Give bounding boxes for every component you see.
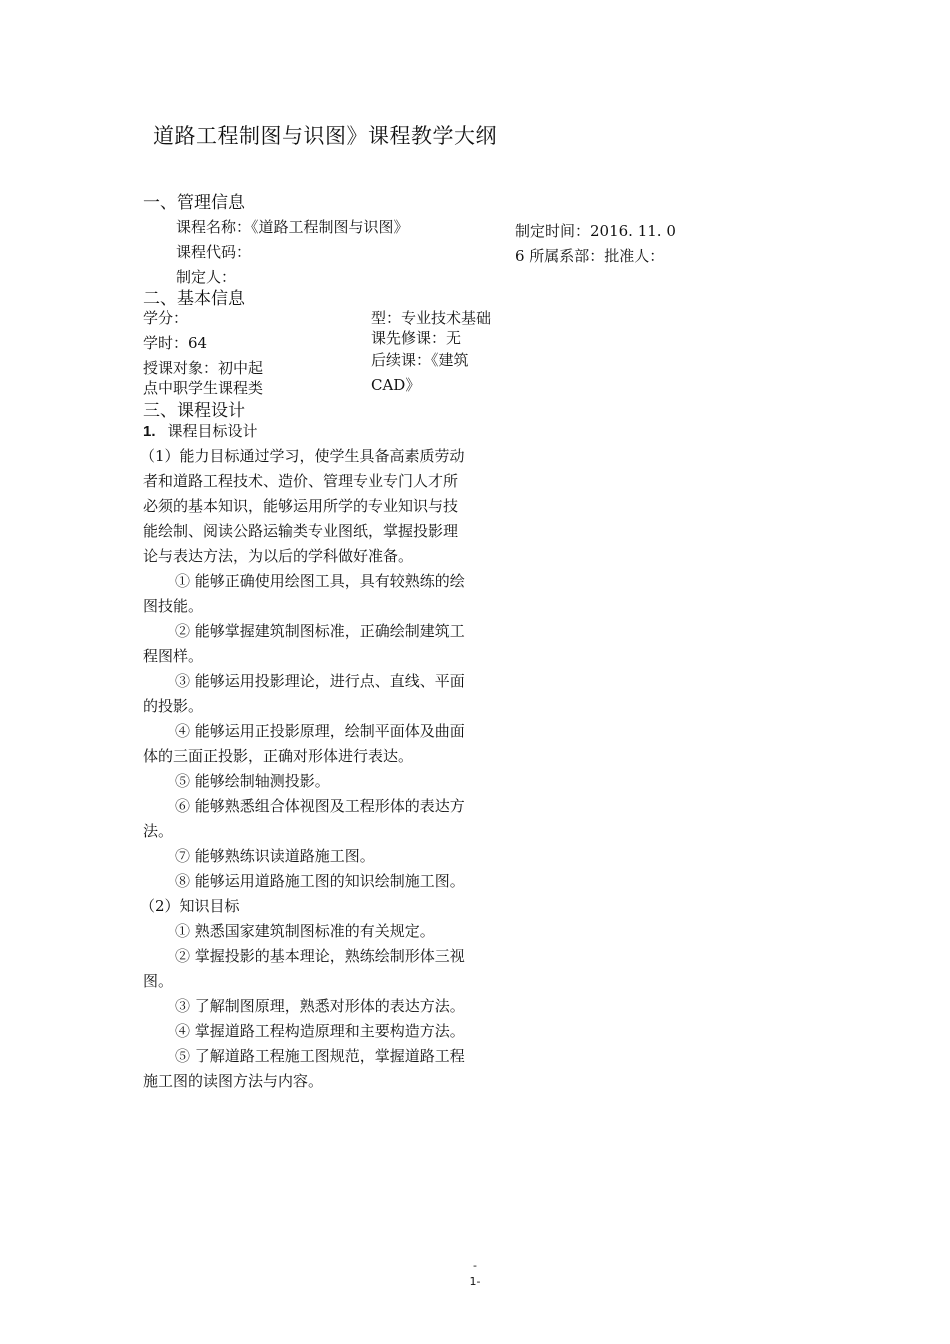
followup-course-line-2: CAD》 — [371, 376, 421, 394]
knowledge-item-2-cont: 图。 — [143, 972, 174, 990]
knowledge-item-2: ② 掌握投影的基本理论，熟练绘制形体三视 — [175, 947, 465, 965]
ability-intro-line: 必须的基本知识，能够运用所学的专业知识与技 — [143, 497, 459, 515]
subsection-number: 1. — [143, 423, 156, 440]
ability-item-4-cont: 体的三面正投影，正确对形体进行表达。 — [143, 747, 414, 765]
knowledge-item-5-cont: 施工图的读图方法与内容。 — [143, 1072, 324, 1090]
audience-line-1: 授课对象：初中起 — [143, 359, 264, 377]
credits: 学分： — [143, 309, 189, 327]
ability-item-3-cont: 的投影。 — [143, 697, 204, 715]
followup-course-line-1: 后续课：《建筑 — [371, 351, 469, 369]
knowledge-heading: （2）知识目标 — [140, 897, 240, 915]
creation-date: 制定时间：2016. 11. 0 — [515, 222, 676, 240]
section-heading-basic-info: 二、基本信息 — [143, 289, 245, 309]
course-type: 型：专业技术基础 — [371, 309, 492, 327]
ability-item-2-cont: 程图样。 — [143, 647, 204, 665]
section-heading-management: 一、管理信息 — [143, 193, 245, 213]
course-name: 课程名称：《道路工程制图与识图》 — [176, 218, 409, 236]
knowledge-item-1: ① 熟悉国家建筑制图标准的有关规定。 — [175, 922, 435, 940]
knowledge-item-3: ③ 了解制图原理，熟悉对形体的表达方法。 — [175, 997, 465, 1015]
ability-item-8: ⑧ 能够运用道路施工图的知识绘制施工图。 — [175, 872, 465, 890]
ability-item-5: ⑤ 能够绘制轴测投影。 — [175, 772, 330, 790]
ability-intro-line: 者和道路工程技术、造价、管理专业专门人才所 — [143, 472, 459, 490]
ability-item-4: ④ 能够运用正投影原理，绘制平面体及曲面 — [175, 722, 465, 740]
page-number-dash: - — [473, 1259, 477, 1272]
ability-intro-line: （1）能力目标通过学习，使学生具备高素质劳动 — [140, 447, 465, 465]
ability-item-2: ② 能够掌握建筑制图标准，正确绘制建筑工 — [175, 622, 465, 640]
knowledge-item-5: ⑤ 了解道路工程施工图规范，掌握道路工程 — [175, 1047, 465, 1065]
ability-intro-line: 论与表达方法，为以后的学科做好准备。 — [143, 547, 414, 565]
ability-item-6: ⑥ 能够熟悉组合体视图及工程形体的表达方 — [175, 797, 465, 815]
subsection-title: 课程目标设计 — [167, 422, 258, 440]
audience-line-2: 点中职学生课程类 — [143, 379, 264, 397]
document-title: 道路工程制图与识图》课程教学大纲 — [153, 124, 497, 148]
prerequisite-course: 课先修课：无 — [371, 329, 462, 347]
course-design-body — [140, 419, 511, 1094]
ability-item-7: ⑦ 能够熟练识读道路施工图。 — [175, 847, 375, 865]
ability-item-3: ③ 能够运用投影理论，进行点、直线、平面 — [175, 672, 465, 690]
ability-item-1-cont: 图技能。 — [143, 597, 204, 615]
creator: 制定人： — [176, 268, 237, 286]
ability-item-6-cont: 法。 — [143, 822, 174, 840]
ability-item-1: ① 能够正确使用绘图工具，具有较熟练的绘 — [175, 572, 465, 590]
hours: 学时：64 — [143, 334, 208, 352]
section-heading-course-design: 三、课程设计 — [143, 401, 245, 421]
knowledge-item-4: ④ 掌握道路工程构造原理和主要构造方法。 — [175, 1022, 465, 1040]
page-number: 1- — [469, 1275, 481, 1288]
department-approver: 6 所属系部：批准人： — [515, 247, 665, 265]
ability-intro-line: 能绘制、阅读公路运输类专业图纸，掌握投影理 — [143, 522, 459, 540]
course-code: 课程代码： — [176, 243, 252, 261]
subsection-heading — [143, 419, 511, 444]
